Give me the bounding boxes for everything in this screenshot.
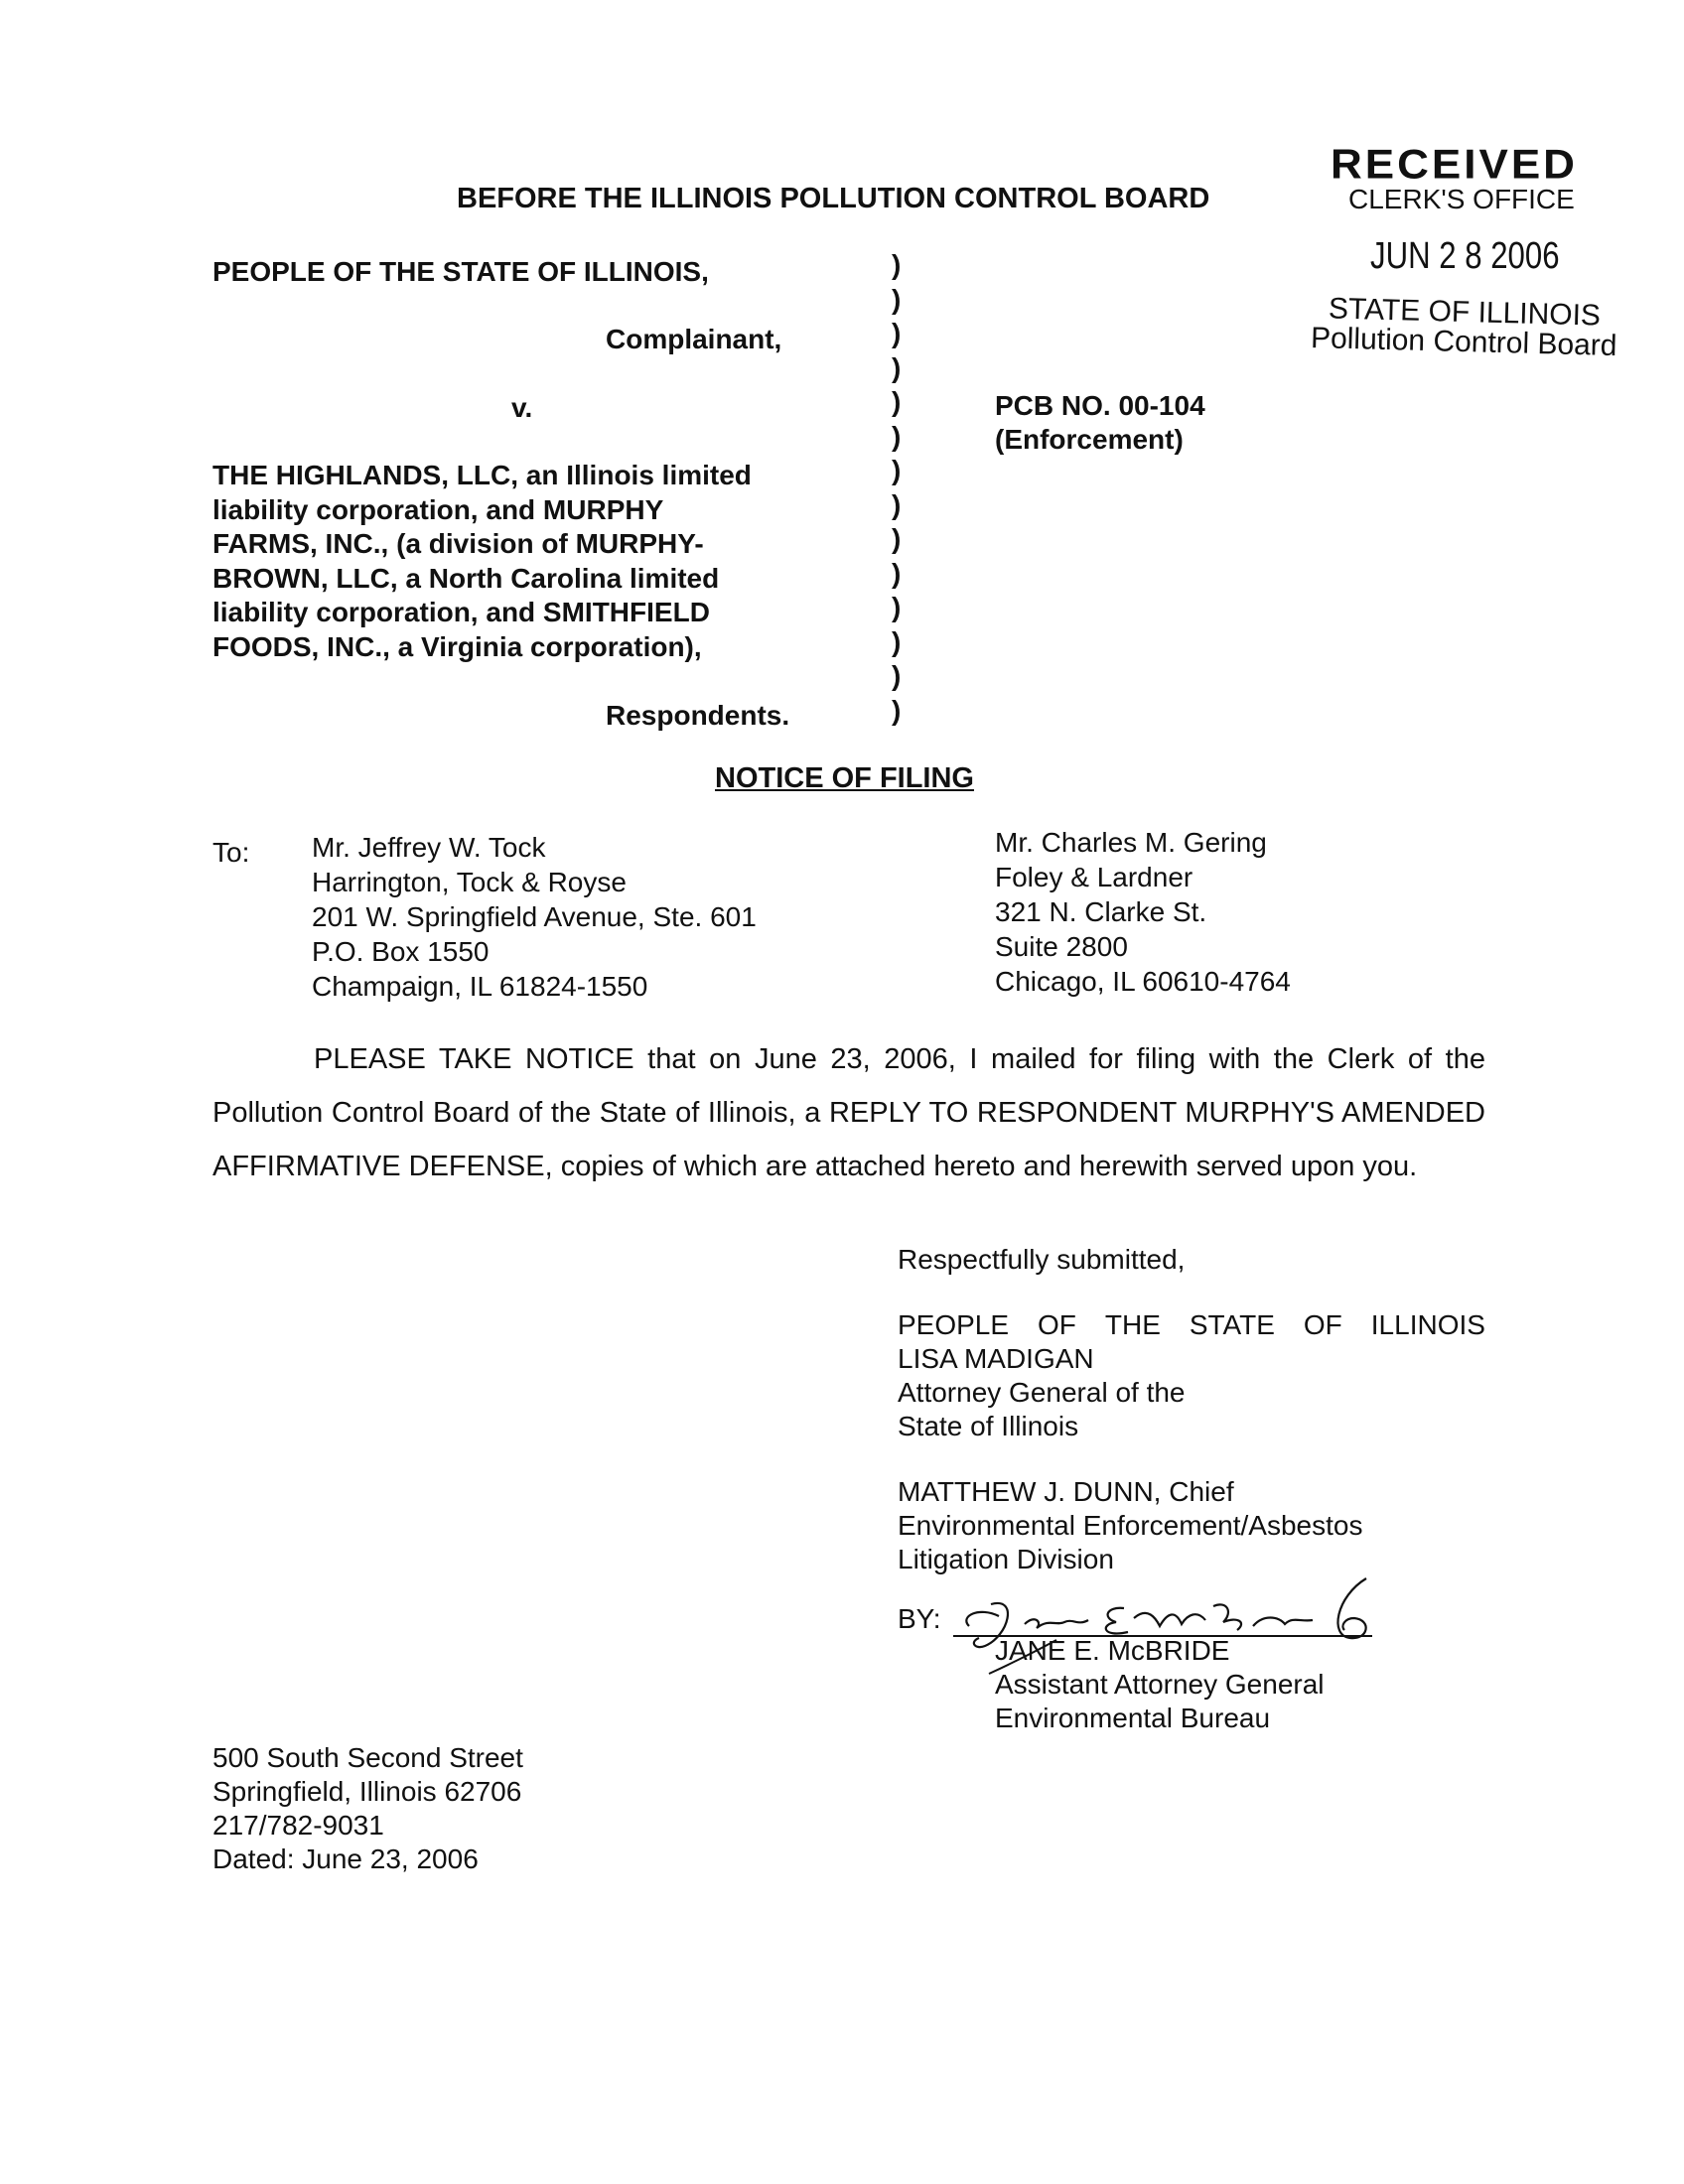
caption-paren: ) — [892, 386, 902, 417]
complainant-label: Complainant, — [606, 324, 782, 354]
address-line: Foley & Lardner — [995, 862, 1193, 892]
signer-line: Assistant Attorney General — [995, 1669, 1325, 1700]
respondents-line: FOODS, INC., a Virginia corporation), — [212, 630, 702, 662]
people-word: OF — [1303, 1309, 1342, 1340]
sender-address-line: 217/782-9031 — [212, 1810, 384, 1841]
respondents-line: liability corporation, and MURPHY — [212, 493, 664, 525]
address-line: Mr. Jeffrey W. Tock — [312, 832, 546, 863]
recipient-address-right — [995, 826, 1291, 1000]
caption-paren: ) — [892, 318, 902, 348]
recipient-address-left — [312, 831, 757, 1005]
people-word: STATE — [1189, 1309, 1275, 1340]
board-title: BEFORE THE ILLINOIS POLLUTION CONTROL BOARD — [457, 183, 1210, 214]
plaintiff-name: PEOPLE OF THE STATE OF ILLINOIS, — [212, 256, 709, 287]
ag-line: LISA MADIGAN — [898, 1343, 1094, 1374]
caption-paren: ) — [892, 592, 902, 622]
caption-paren: ) — [892, 523, 902, 554]
caption-paren: ) — [892, 488, 902, 520]
caption-parentheses-column — [892, 248, 901, 728]
case-number: PCB NO. 00-104 — [995, 390, 1205, 421]
signer-line: JANE E. McBRIDE — [995, 1635, 1230, 1666]
caption-paren: ) — [892, 557, 902, 589]
address-line: Suite 2800 — [995, 931, 1128, 962]
received-stamp-date: JUN 2 8 2006 — [1370, 235, 1560, 277]
division-line: MATTHEW J. DUNN, Chief — [898, 1476, 1234, 1507]
division-line: Litigation Division — [898, 1544, 1114, 1574]
caption-paren: ) — [892, 694, 902, 726]
address-line: Mr. Charles M. Gering — [995, 827, 1267, 858]
respondents-names — [212, 459, 752, 664]
people-word: PEOPLE — [898, 1309, 1010, 1340]
sender-address — [212, 1741, 523, 1876]
notice-body-text: PLEASE TAKE NOTICE that on June 23, 2006, I mailed for filing with the Clerk of the Pollution Control Board of the State of Illinois, a REPLY TO RESPONDENT MURPHY'S AMENDED AFFIRMATIVE DEFENSE, copies of which are attached hereto and herewith served upon you. — [212, 1043, 1485, 1182]
received-stamp-board: Pollution Control Board — [1310, 321, 1617, 363]
people-word: THE — [1104, 1309, 1161, 1340]
address-line: 321 N. Clarke St. — [995, 896, 1207, 927]
ag-line: Attorney General of the — [898, 1377, 1186, 1408]
address-line: P.O. Box 1550 — [312, 936, 490, 967]
address-line: Chicago, IL 60610-4764 — [995, 966, 1291, 997]
caption-paren: ) — [892, 249, 902, 280]
address-line: Champaign, IL 61824-1550 — [312, 971, 648, 1002]
sender-address-line: 500 South Second Street — [212, 1742, 523, 1773]
division-line: Environmental Enforcement/Asbestos — [898, 1510, 1363, 1541]
caption-paren: ) — [892, 283, 902, 315]
signer-line: Environmental Bureau — [995, 1703, 1271, 1733]
attorney-general-block — [898, 1342, 1186, 1443]
address-line: 201 W. Springfield Avenue, Ste. 601 — [312, 901, 757, 932]
caption-paren: ) — [892, 625, 902, 657]
respondents-line: FARMS, INC., (a division of MURPHY- — [212, 528, 704, 559]
received-stamp-title: RECEIVED — [1331, 141, 1578, 188]
ag-line: State of Illinois — [898, 1411, 1079, 1441]
address-line: Harrington, Tock & Royse — [312, 867, 627, 897]
division-block — [898, 1475, 1362, 1576]
caption-paren: ) — [892, 455, 902, 485]
respondents-line: THE HIGHLANDS, LLC, an Illinois limited — [212, 460, 752, 490]
signer-block — [995, 1634, 1325, 1735]
case-type: (Enforcement) — [995, 424, 1184, 455]
sender-address-line: Dated: June 23, 2006 — [212, 1843, 479, 1874]
respondents-label: Respondents. — [606, 700, 790, 731]
notice-body — [212, 1032, 1485, 1193]
respondents-line: BROWN, LLC, a North Carolina limited — [212, 562, 720, 594]
by-label: BY: — [898, 1603, 941, 1634]
caption-paren: ) — [892, 351, 902, 383]
received-stamp-office: CLERK'S OFFICE — [1348, 184, 1575, 214]
caption-paren: ) — [892, 660, 902, 691]
to-label: To: — [212, 837, 250, 868]
sender-address-line: Springfield, Illinois 62706 — [212, 1776, 522, 1807]
closing-line: Respectfully submitted, — [898, 1244, 1186, 1275]
respondents-line: liability corporation, and SMITHFIELD — [212, 597, 710, 627]
people-word: OF — [1038, 1309, 1076, 1340]
versus-label: v. — [511, 392, 533, 423]
people-word: ILLINOIS — [1370, 1309, 1485, 1340]
people-of-state-line — [898, 1308, 1485, 1342]
received-stamp-state: STATE OF ILLINOIS — [1328, 292, 1602, 333]
caption-paren: ) — [892, 420, 902, 452]
notice-title: NOTICE OF FILING — [715, 762, 974, 794]
